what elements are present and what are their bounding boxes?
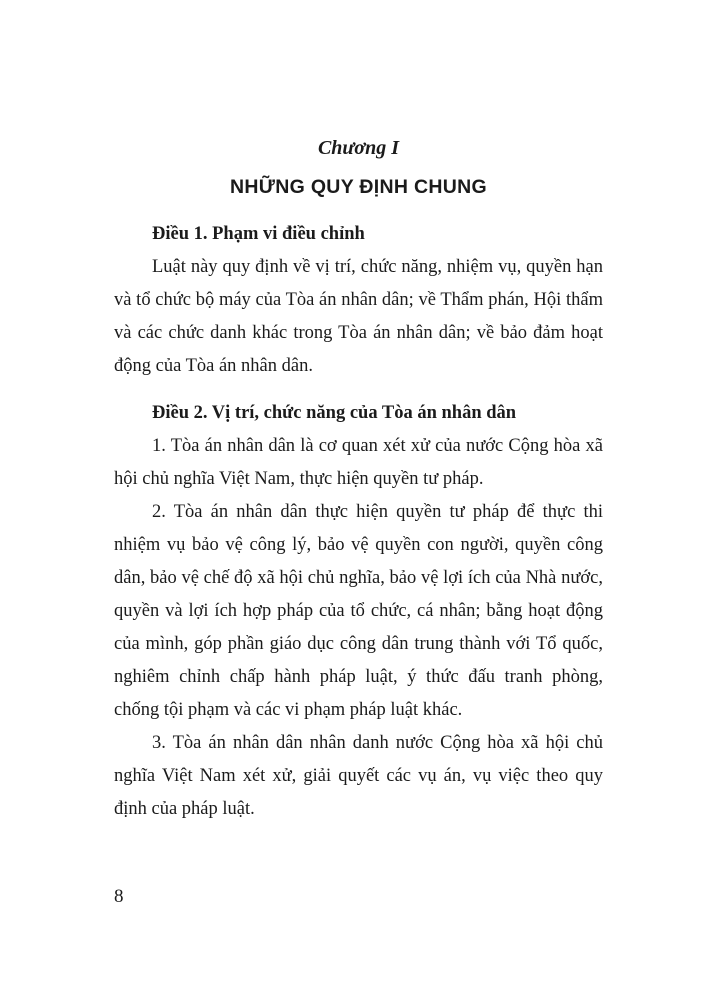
article-2-paragraph-1: 1. Tòa án nhân dân là cơ quan xét xử của nước Cộng hòa xã hội chủ nghĩa Việt Nam, thực hiện quyền tư pháp. [114, 436, 603, 489]
article-1-heading: Điều 1. Phạm vi điều chỉnh [152, 224, 365, 244]
chapter-label: Chương I [317, 137, 400, 159]
article-1-paragraph-1: Luật này quy định về vị trí, chức năng, nhiệm vụ, quyền hạn và tổ chức bộ máy của Tòa án nhân dân; về Thẩm phán, Hội thẩm và các chức danh khác trong Tòa án nhân dân; về bảo đảm hoạt động của Tòa án nhân dân. [114, 257, 603, 376]
article-2-paragraph-2: 2. Tòa án nhân dân thực hiện quyền tư pháp để thực thi nhiệm vụ bảo vệ công lý, bảo vệ quyền con người, quyền công dân, bảo vệ chế độ xã hội chủ nghĩa, bảo vệ lợi ích của Nhà nước, quyền và lợi ích hợp pháp của tổ chức, cá nhân; bằng hoạt động của mình, góp phần giáo dục công dân trung thành với Tổ quốc, nghiêm chỉnh chấp hành pháp luật, ý thức đấu tranh phòng, chống tội phạm và các vi phạm pháp luật khác. [114, 502, 603, 720]
page-number: 8 [114, 886, 124, 907]
chapter-title: NHỮNG QUY ĐỊNH CHUNG [230, 176, 487, 198]
article-2-paragraph-3: 3. Tòa án nhân dân nhân danh nước Cộng hòa xã hội chủ nghĩa Việt Nam xét xử, giải quyết các vụ án, vụ việc theo quy định của pháp luật. [114, 733, 603, 819]
article-2-heading: Điều 2. Vị trí, chức năng của Tòa án nhân dân [152, 403, 517, 423]
